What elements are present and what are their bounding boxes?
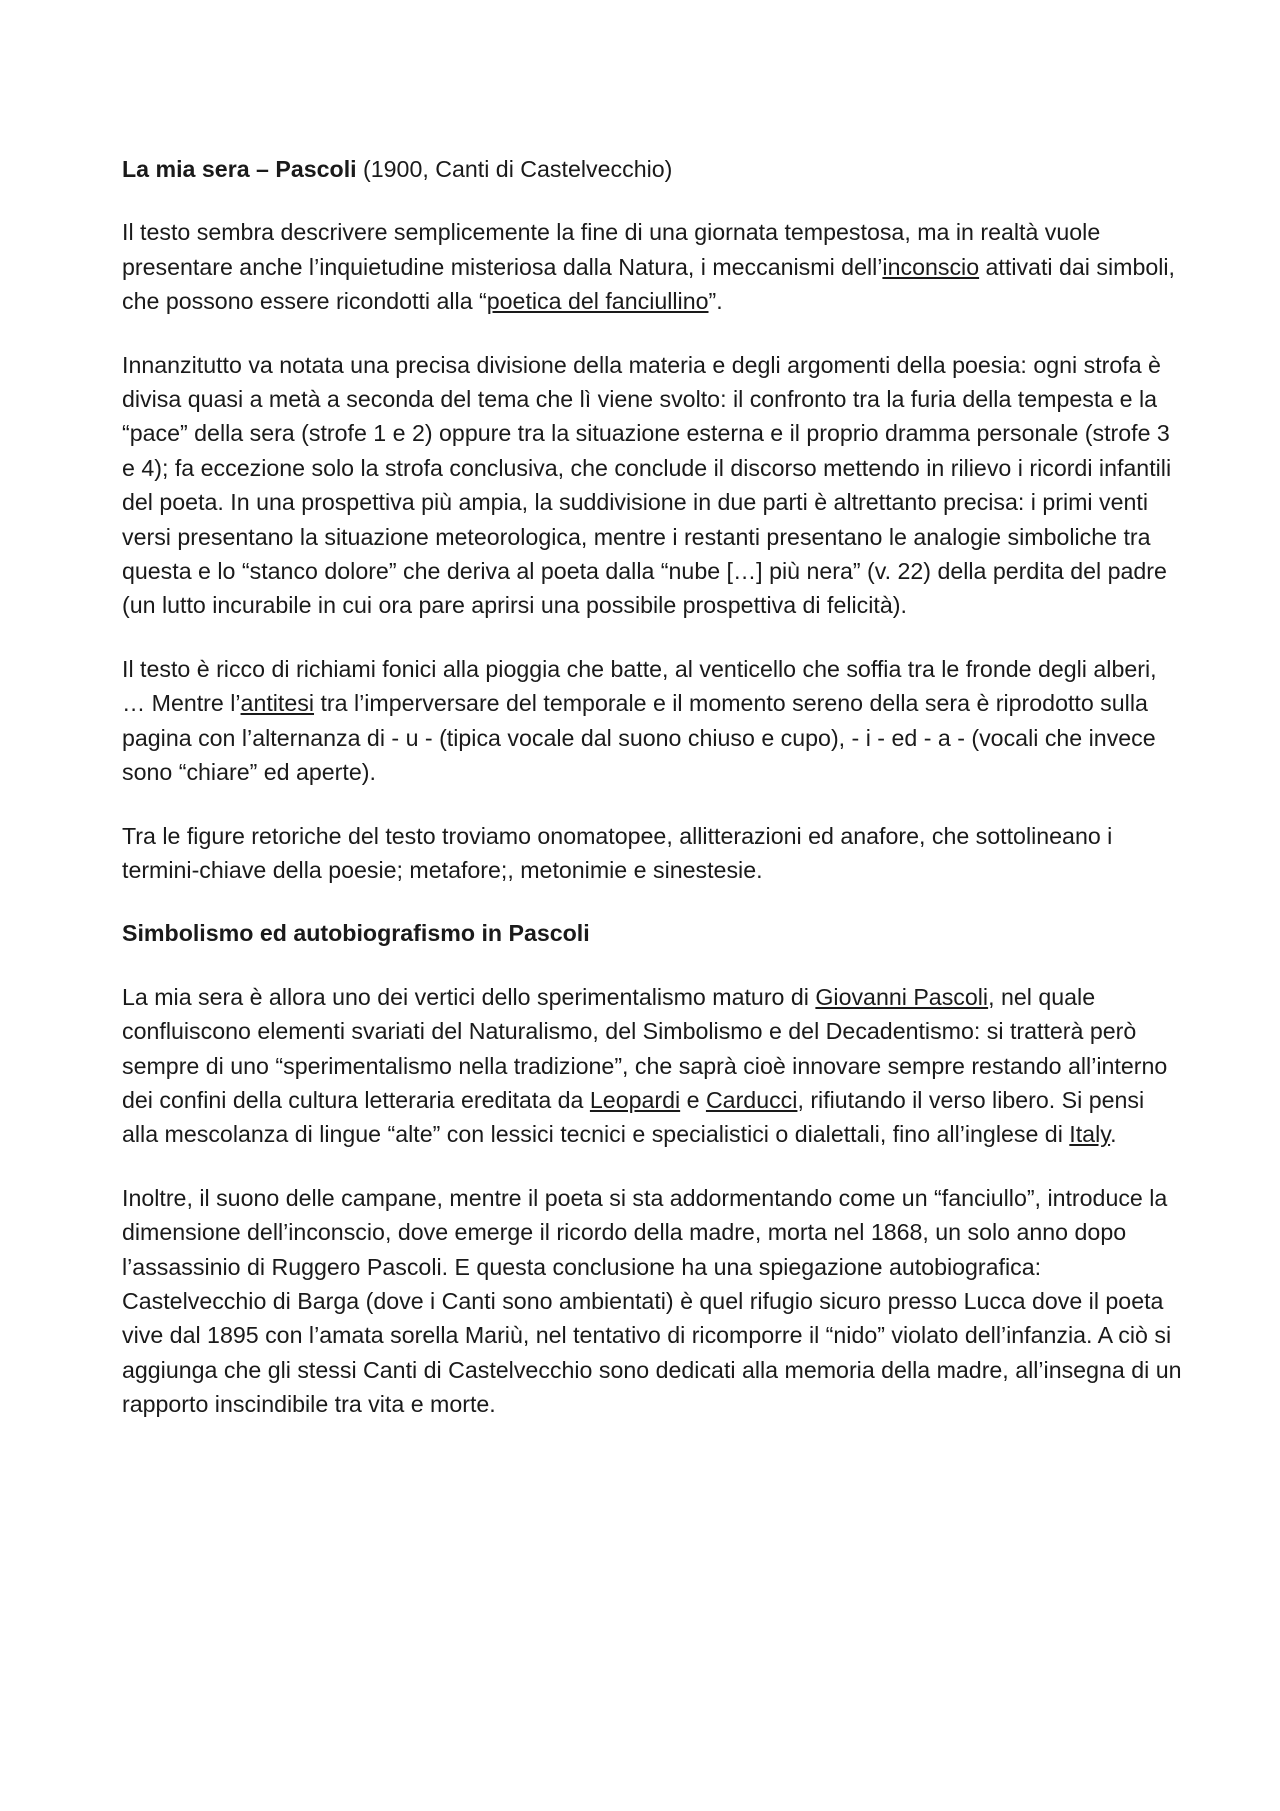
title-bold: La mia sera – Pascoli [122, 156, 357, 182]
text-run: , rifiutando il verso libero. Si pensi alla mescolanza di lingue “alte” con lessici tecnici e specialistici o dialettali, fino all’inglese di [122, 1086, 1145, 1148]
document-page [122, 152, 1184, 1451]
paragraph-symbolism [122, 980, 1184, 1152]
text-run: . [1110, 1121, 1117, 1148]
text-run: La mia sera è allora uno dei vertici dello sperimentalismo maturo di [122, 983, 816, 1010]
section-heading: Simbolismo ed autobiografismo in Pascoli [122, 920, 590, 947]
link-leopardi[interactable]: Leopardi [589, 1086, 681, 1113]
document-title [122, 152, 1184, 186]
link-giovanni-pascoli[interactable]: Giovanni Pascoli [815, 983, 989, 1010]
link-inconscio[interactable]: inconscio [882, 253, 980, 280]
text-run: Il testo sembra descrivere semplicemente la fine di una giornata tempestosa, ma in realtà vuole presentare anche l’inquietudine misteriosa dalla Natura, i meccanismi dell’ [122, 219, 1101, 280]
paragraph-structure: Innanzitutto va notata una precisa divisione della materia e degli argomenti della poesia: ogni strofa è divisa quasi a metà a seconda del tema che lì viene svolto: il confronto tra la furia della tempesta e la “pace” della sera (strofe 1 e 2) oppure tra la situazione esterna e il proprio dramma personale (strofe 3 e 4); fa eccezione solo la strofa conclusiva, che conclude il discorso mettendo in rilievo i ricordi infantili del poeta. In una prospettiva più ampia, la suddivisione in due parti è altrettanto precisa: i primi venti versi presentano la situazione meteorologica, mentre i restanti presentano le analogie simboliche tra questa e lo “stanco dolore” che deriva al poeta dalla “nube […] più nera” (v. 22) della perdita del padre (un lutto incurabile in cui ora pare aprirsi una possibile prospettiva di felicità). [122, 351, 1172, 619]
title-subtitle: (1900, Canti di Castelvecchio) [356, 156, 673, 182]
text-run: tra l’imperversare del temporale e il momento sereno della sera è riprodotto sulla pagina con l’alternanza di - u - (tipica vocale dal suono chiuso e cupo), - i - ed - a - (vocali che invece sono “chiare” ed aperte). [122, 690, 1156, 786]
link-poetica-del-fanciullino[interactable]: poetica del fanciullino [486, 288, 709, 315]
text-run: ”. [708, 288, 723, 315]
text-run: , nel quale confluiscono elementi svariati del Naturalismo, del Simbolismo e del Decadentismo: si tratterà però sempre di uno “sperimentalismo nella tradizione”, che saprà cioè innovare sempre restando all’interno dei confini della cultura letteraria ereditata da [122, 983, 1168, 1113]
paragraph-phonic [122, 652, 1184, 790]
paragraph-rhetoric: Tra le figure retoriche del testo troviamo onomatopee, allitterazioni ed anafore, che sottolineano i termini-chiave della poesie; metafore;, metonimie e sinestesie. [122, 822, 1113, 883]
text-run: Il testo è ricco di richiami fonici alla pioggia che batte, al venticello che soffia tra le fronde degli alberi, … Mentre l’ [122, 655, 1157, 717]
link-antitesi[interactable]: antitesi [240, 690, 315, 717]
link-italy[interactable]: Italy [1069, 1121, 1111, 1148]
text-run: e [680, 1086, 706, 1113]
text-run: attivati dai simboli, che possono essere ricondotti alla “ [122, 253, 1175, 315]
paragraph-autobiography: Inoltre, il suono delle campane, mentre il poeta si sta addormentando come un “fanciullo”, introduce la dimensione dell’inconscio, dove emerge il ricordo della madre, morta nel 1868, un solo anno dopo l’assassinio di Ruggero Pascoli. E questa conclusione ha una spiegazione autobiografica: Castelvecchio di Barga (dove i Canti sono ambientati) è quel rifugio sicuro presso Lucca dove il poeta vive dal 1895 con l’amata sorella Mariù, nel tentativo di ricomporre il “nido” violato dell’infanzia. A ciò si aggiunga che gli stessi Canti di Castelvecchio sono dedicati alla memoria della madre, all’insegna di un rapporto inscindibile tra vita e morte. [122, 1184, 1182, 1418]
link-carducci[interactable]: Carducci [705, 1086, 798, 1113]
paragraph-intro [122, 215, 1184, 318]
